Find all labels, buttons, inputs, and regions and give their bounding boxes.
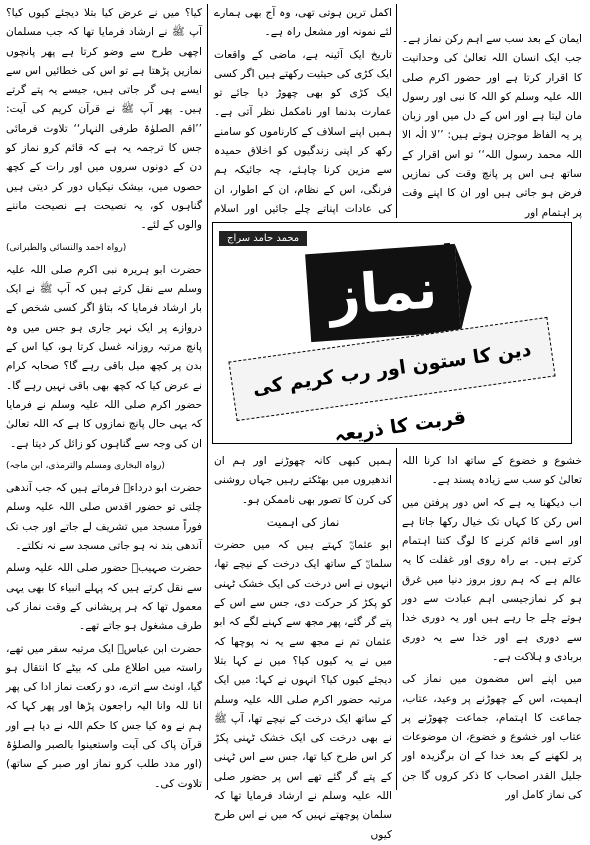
article-banner (212, 222, 572, 447)
hadith-reference: (رواہ احمد والنسائی والطبرانی) (6, 242, 127, 253)
paragraph: خشوع و خضوع کے ساتھ ادا کرنا اللہ تعالیٰ کو سب سے زیادہ پسند ہے۔ (402, 455, 582, 487)
column-middle (214, 4, 392, 218)
column-lower-middle (214, 452, 392, 841)
paragraph: حضرت صہیبؓ حضور صلی اللہ علیہ وسلم سے نقل کرتے ہیں کہ پہلے انبیاء کا بھی یہی معمول تھا کہ ہر پریشانی کے وقت نماز کی طرف مشغول ہو جاتے تھے۔ (6, 562, 202, 633)
column-rule-lower (396, 448, 397, 790)
author-byline: محمد حامد سراج (219, 231, 307, 246)
paragraph: ہمیں کبھی کانہ چھوڑنے اور ہم ان اندھیروں میں بھٹکتے رہیں جہاں روشنی کی کرن کا تصور بھی ناممکن ہو۔ (214, 455, 392, 506)
paragraph: میں اپنے اس مضمون میں نماز کی اہمیت، اس کے چھوڑنے پر وعید، عتاب، جماعت کا اہتمام، جماعت چھوڑنے پر عتاب اور خشوع و خضوع، ان موضوعات پر لکھنے کے بعد خدا کے ان برگزیدہ اور جلیل القدر اصحاب کا ذکر کروں گا جن کی نماز کامل اور (402, 673, 582, 802)
hadith-reference: (رواہ البخاری ومسلم والترمذی، ابن ماجہ) (6, 460, 165, 471)
column-rule-middle (396, 4, 397, 218)
column-rule-left (207, 4, 208, 790)
paragraph: ایمان کے بعد سب سے اہم رکن نماز ہے۔ جب ایک انسان اللہ تعالیٰ کی وحدانیت کا اقرار کرتا ہے اور حضور اکرم صلی اللہ علیہ وسلم کو اللہ کا نبی اور رسول مان لیتا ہے اور اس کے دل میں اور زبان پر یہ الفاظ موجزن ہوتے ہیں: ’’لا الٰہ الا اللہ محمد رسول اللہ‘‘ تو اس اقرار کے ساتھ ہی اس پر پانچ وقت کی نمازیں فرض ہو جاتی ہیں اور ان کا اپنے وقت پر اہتمام اور (402, 33, 582, 219)
paragraph: حضرت ابن عباسؓ ایک مرتبہ سفر میں تھے، راستہ میں اطلاع ملی کہ بیٹے کا انتقال ہو گیا، اونٹ سے اترے، دو رکعت نماز ادا کی پھر انا للہ وانا الیہ راجعون پڑھا اور پھر کہا کہ ہم نے وہ کیا جس کا حکم اللہ نے دیا ہے اور قرآن پاک کی آیت واستعینوا بالصبر والصلوٰۃ (اور مدد طلب کرو نماز اور صبر کے ساتھ) تلاوت کی۔ (6, 642, 202, 790)
section-heading: نماز کی اہمیت (266, 514, 340, 529)
paragraph: اکمل ترین ہوتی تھی، وہ آج بھی ہمارے لئے نمونہ اور مشعل راہ ہے۔ (214, 7, 392, 39)
column-lower-right (402, 452, 582, 802)
banner-title: نماز (305, 244, 461, 342)
banner-subtitle: دین کا ستون اور رب کریم کی قربت کا ذریعہ (228, 317, 555, 421)
paragraph: کیا؟ میں نے عرض کیا بتلا دیجئے کیوں کیا؟ آپ ﷺ نے ارشاد فرمایا تھا کہ جب مسلمان اچھی طرح سے وضو کرتا ہے پھر پانچوں نمازیں پڑھتا ہے تو اس کی خطائیں اس سے ایسے ہی گر جاتی ہیں، جیسے یہ پتے گرتے ہیں۔ پھر آپ ﷺ نے قرآن کریم کی آیت: ’’اقم الصلوٰۃ طرفی النہار‘‘ تلاوت فرمائی جس کا ترجمہ یہ ہے کہ قائم کرو نماز کو دن کے دونوں سروں میں اور رات کے کچھ حصوں میں، بیشک نیکیاں دور کر دیتی ہیں گناہوں کو، یہ نصیحت ہے نصیحت ماننے والوں کے لئے۔ (6, 7, 202, 232)
paragraph: اب دیکھنا یہ ہے کہ اس دور پرفتن میں اس رکن کا کہاں تک خیال رکھا جاتا ہے اور اسے قائم کرنے کا لوگ کتنا اہتمام کرتے ہیں۔ بے راہ روی اور غفلت کا یہ عالم ہے کہ ہم روز بروز دنیا میں غرق ہو کر نمازجیسی اہم عبادت سے دور ہوتے چلے جا رہے ہیں اور یہ دوری خدا سے دوری ہے اور خدا سے یہ دوری بربادی و ہلاکت ہے۔ (402, 496, 582, 663)
column-right (402, 30, 582, 220)
paragraph: حضرت ابو ہریرہ نبی اکرم صلی اللہ علیہ وسلم سے نقل کرتے ہیں کہ آپ ﷺ نے ایک بار ارشاد فرمایا کہ بتاؤ اگر کسی شخص کے دروازے پر ایک نہر جاری ہو جس میں وہ پانچ مرتبہ روزانہ غسل کرتا ہو، کیا اس کے بدن پر کچھ میل باقی رہے گا؟ صحابہ کرام نے عرض کیا کہ کچھ بھی باقی نہیں رہے گا۔ حضور اکرم صلی اللہ علیہ وسلم نے فرمایا کہ یہی حال پانچ نمازوں کا ہے کہ اللہ تعالیٰ ان کی وجہ سے گناہوں کو زائل کر دیتا ہے۔ (6, 263, 202, 450)
paragraph: تاریخ ایک آئینہ ہے، ماضی کے واقعات ایک کڑی کی حیثیت رکھتے ہیں اگر کسی ایک کڑی کو بھی چھوڑ دیا جائے تو عمارت بدنما اور نامکمل نظر آتی ہے۔ ہمیں اپنے اسلاف کے کارناموں کو سامنے رکھ کر اپنی زندگیوں کو اخلاق حمیدہ سے مزین کرنا چاہئے، چہ جائیکہ ہم فرنگی، اس کے نظام، ان کے اطوار، ان کی عادات اپناتے چلے جائیں اور اسلام (214, 48, 392, 215)
paragraph: حضرت ابو درداءؓ فرماتے ہیں کہ جب آندھی چلتی تو حضور اقدس صلی اللہ علیہ وسلم فوراً مسجد میں تشریف لے جاتے اور جب تک آندھی بند نہ ہو جاتی مسجد سے نہ نکلتے۔ (6, 482, 202, 553)
column-left (6, 4, 202, 788)
paragraph: ابو عثمانؓ کہتے ہیں کہ میں حضرت سلمانؓ کے ساتھ ایک درخت کے نیچے تھا، انہوں نے اس درخت کی ایک خشک ٹہنی کو پکڑ کر حرکت دی، جس سے اس کے پتے گر گئے، پھر مجھ سے کہنے لگے کہ ابو عثمان تم نے مجھ سے یہ نہ پوچھا کہ میں نے یہ کیوں کیا؟ میں نے کہا بتلا دیجئے کیوں کیا؟ انہوں نے کہا: میں ایک مرتبہ حضور اکرم صلی اللہ علیہ وسلم کے ساتھ ایک درخت کے نیچے تھا، آپ ﷺ نے بھی درخت کی ایک خشک ٹہنی پکڑ کر اس طرح کیا تھا، جس سے اس ٹہنی کے پتے گر گئے تھے اس پر حضور صلی اللہ علیہ وسلم نے ارشاد فرمایا تھا کہ سلمان پوچھتے نہیں کہ میں نے اس طرح کیوں (214, 539, 392, 841)
